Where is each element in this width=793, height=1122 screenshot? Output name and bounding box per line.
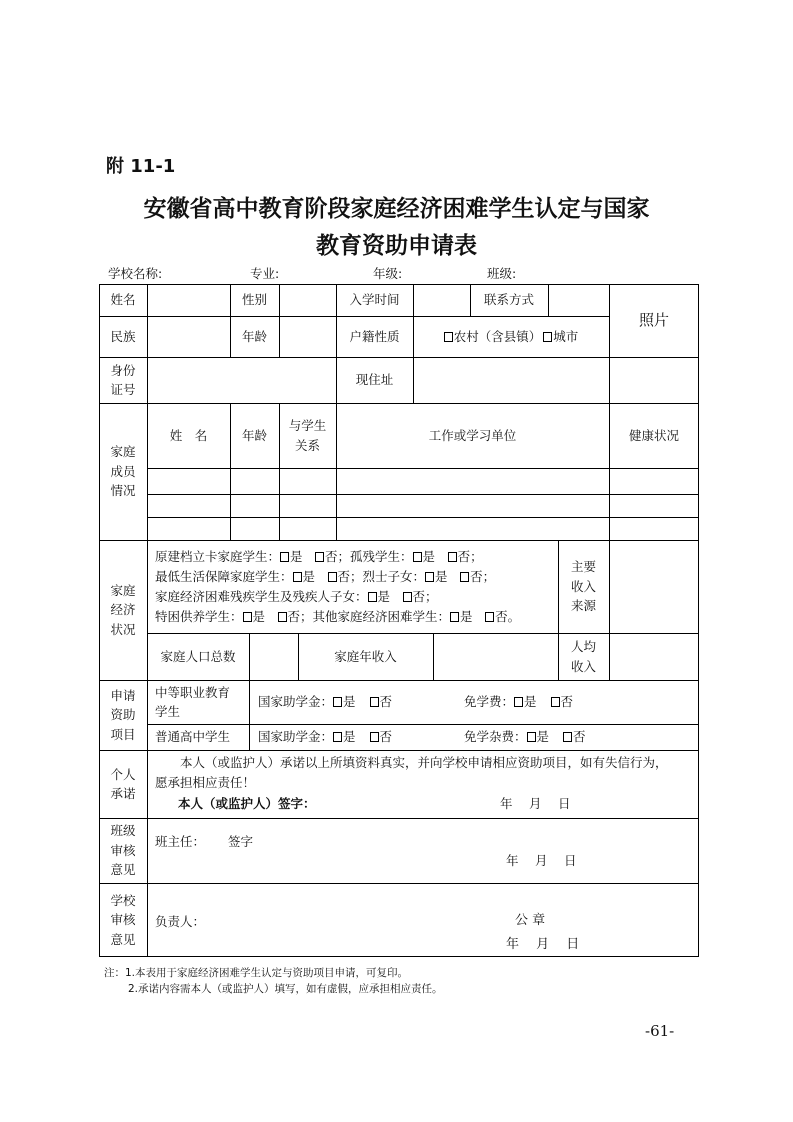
address-field[interactable]: [413, 357, 699, 403]
id-number-field[interactable]: [147, 357, 336, 403]
per-capita-income-label: 人均 收入: [570, 639, 596, 674]
enroll-time-label: 入学时间: [349, 292, 400, 308]
aid-items-label: 申请 资助 项目: [110, 687, 136, 742]
checkbox[interactable]: [450, 612, 459, 622]
checkbox[interactable]: [293, 572, 302, 582]
checkbox[interactable]: [333, 732, 342, 742]
contact-field[interactable]: [548, 284, 609, 316]
pledge-date: 年 月 日: [500, 796, 571, 811]
checkbox[interactable]: [527, 732, 536, 742]
economy-status-options: [155, 543, 555, 631]
pledge-signature-label: 本人（或监护人）签字：: [178, 796, 316, 811]
id-number-label: 身份 证号: [110, 362, 136, 397]
title-line-1: 安徽省高中教育阶段家庭经济困难学生认定与国家: [143, 196, 650, 222]
hukou-options: [413, 316, 609, 357]
checkbox[interactable]: [403, 592, 412, 602]
annex-number: 附 11-1: [106, 156, 176, 177]
ethnicity-label: 民族: [110, 328, 136, 344]
rural-checkbox[interactable]: [444, 332, 453, 342]
official-seal-label: 公 章: [515, 913, 546, 928]
annual-income-label: 家庭年收入: [334, 648, 397, 664]
name-label: 姓名: [110, 292, 136, 308]
family-col-name: 姓 名: [169, 427, 208, 443]
family-col-age: 年龄: [241, 427, 267, 443]
economy-line-3: 家庭经济困难残疾学生及残疾人子女： 是 否；: [155, 589, 438, 604]
family-col-relation: 与学生 关系: [288, 418, 327, 453]
checkbox[interactable]: [328, 572, 337, 582]
checkbox[interactable]: [370, 697, 379, 707]
class-label: 班级:: [487, 266, 517, 281]
checkbox[interactable]: [333, 697, 342, 707]
family-population-label: 家庭人口总数: [160, 648, 236, 664]
enroll-time-field[interactable]: [413, 284, 470, 316]
checkbox[interactable]: [448, 552, 457, 562]
general-student-label: 普通高中学生: [155, 729, 231, 745]
gender-label: 性别: [241, 292, 267, 308]
school-name-label: 学校名称:: [108, 266, 163, 281]
per-capita-income-field[interactable]: [609, 633, 699, 680]
checkbox[interactable]: [315, 552, 324, 562]
urban-option-label: 城市: [553, 328, 579, 344]
address-label: 现住址: [355, 372, 394, 388]
family-members-label: 家庭 成员 情况: [110, 444, 136, 499]
class-teacher-sign-label: 签字: [228, 834, 254, 849]
general-grant-option: 国家助学金： 是 否: [258, 729, 393, 745]
pledge-label: 个人 承诺: [110, 766, 136, 801]
checkbox[interactable]: [368, 592, 377, 602]
grade-label: 年级:: [373, 266, 403, 281]
school-review-date: 年 月 日: [506, 937, 580, 952]
checkbox[interactable]: [425, 572, 434, 582]
checkbox[interactable]: [370, 732, 379, 742]
economy-line-2: 最低生活保障家庭学生： 是 否；烈士子女： 是 否；: [155, 569, 496, 584]
age-label: 年龄: [241, 328, 267, 344]
economy-line-4: 特困供养学生： 是 否；其他家庭经济困难学生： 是 否。: [155, 609, 521, 624]
vocational-student-label: 中等职业教育 学生: [155, 684, 231, 719]
title-line-2: 教育资助申请表: [316, 233, 477, 259]
ethnicity-field[interactable]: [147, 316, 230, 357]
tuition-free-option: 免学费： 是 否: [464, 694, 574, 710]
major-label: 专业:: [250, 266, 280, 281]
class-teacher-label: 班主任：: [155, 834, 206, 849]
vocational-grant-option: 国家助学金： 是 否: [258, 694, 393, 710]
family-col-work: 工作或学习单位: [428, 427, 517, 443]
pledge-text: 本人（或监护人）承诺以上所填资料真实，并向学校申请相应资助项目，如有失信行为， 愿承担相应责任！: [155, 755, 668, 790]
gender-field[interactable]: [279, 284, 336, 316]
age-field[interactable]: [279, 316, 336, 357]
hukou-label: 户籍性质: [349, 328, 400, 344]
economy-line-1: 原建档立卡家庭学生： 是 否；孤残学生： 是 否；: [155, 549, 483, 564]
school-person-label: 负责人：: [155, 914, 206, 929]
urban-checkbox[interactable]: [543, 332, 552, 342]
class-review-date: 年 月 日: [506, 853, 577, 868]
contact-label: 联系方式: [483, 292, 534, 308]
school-review-label: 学校 审核 意见: [110, 892, 136, 947]
checkbox[interactable]: [413, 552, 422, 562]
note-line-1: 注：1.本表用于家庭经济困难学生认定与资助项目申请，可复印。: [104, 967, 409, 979]
checkbox[interactable]: [280, 552, 289, 562]
class-review-label: 班级 审核 意见: [110, 823, 136, 878]
family-population-field[interactable]: [249, 633, 298, 680]
misc-fee-free-option: 免学杂费： 是 否: [464, 729, 586, 745]
annual-income-field[interactable]: [433, 633, 558, 680]
checkbox[interactable]: [278, 612, 287, 622]
page-number: -61-: [645, 1022, 675, 1040]
main-income-source-field[interactable]: [609, 540, 699, 633]
name-field[interactable]: [147, 284, 230, 316]
photo-box[interactable]: 照片: [638, 310, 669, 329]
checkbox[interactable]: [243, 612, 252, 622]
note-line-2: 2.承诺内容需本人（或监护人）填写，如有虚假，应承担相应责任。: [128, 983, 443, 995]
main-income-source-label: 主要 收入 来源: [570, 559, 596, 614]
checkbox[interactable]: [460, 572, 469, 582]
family-col-health: 健康状况: [628, 427, 679, 443]
checkbox[interactable]: [563, 732, 572, 742]
checkbox[interactable]: [514, 697, 523, 707]
checkbox[interactable]: [485, 612, 494, 622]
checkbox[interactable]: [551, 697, 560, 707]
economy-label: 家庭 经济 状况: [110, 582, 136, 637]
rural-option-label: 农村（含县镇）: [453, 328, 542, 344]
